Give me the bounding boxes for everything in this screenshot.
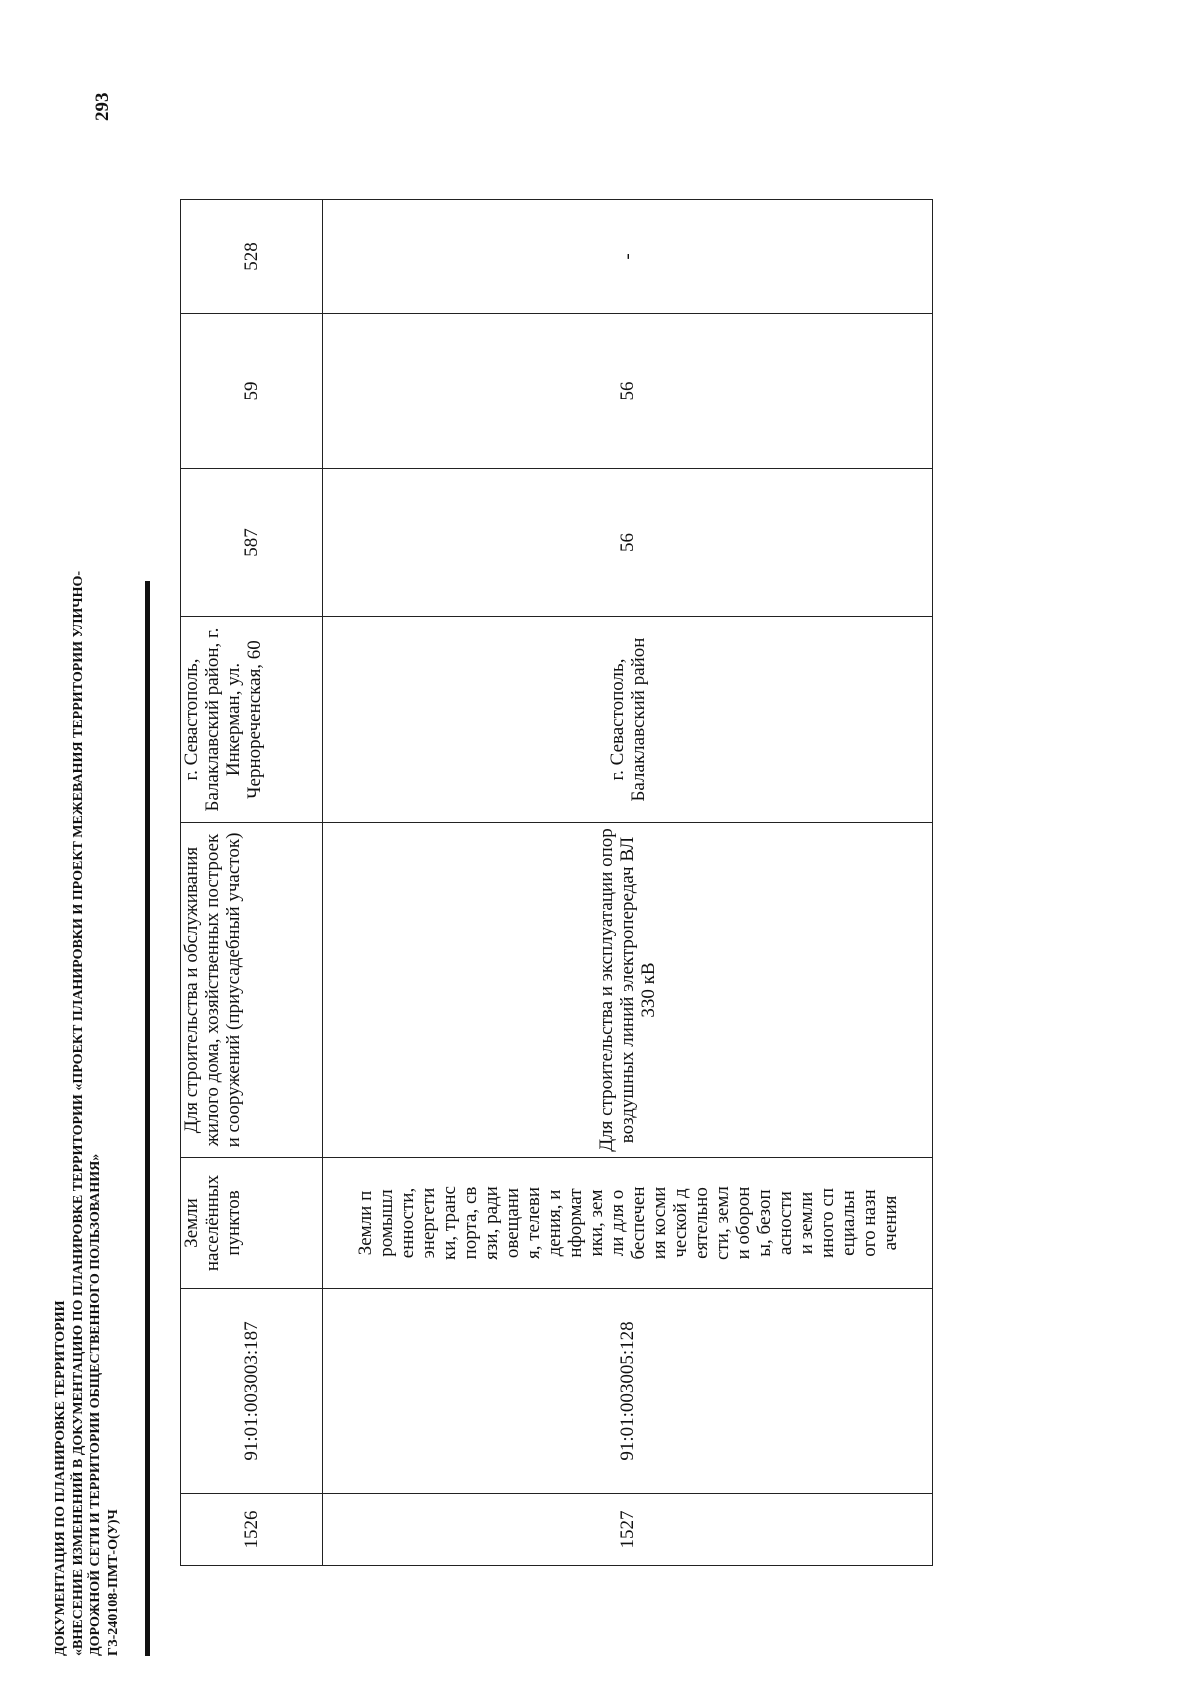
area-part: 56 [323,314,933,469]
address: г. Севастополь, Балаклавский район [323,617,933,823]
header-line: ГЗ-240108-ПМТ-О(У)Ч [105,1509,121,1656]
area-remainder: 528 [181,200,323,314]
area-part: 59 [181,314,323,469]
document-header [52,456,122,1656]
header-rule [145,581,150,1656]
header-line: ДОРОЖНОЙ СЕТИ И ТЕРРИТОРИИ ОБЩЕСТВЕННОГО ПОЛЬЗОВАНИЯ» [88,1153,103,1656]
permitted-use: Для строительства и эксплуатации опор воздушных линий электропередач ВЛ 330 кВ [323,823,933,1158]
header-line: ДОКУМЕНТАЦИЯ ПО ПЛАНИРОВКЕ ТЕРРИТОРИИ [53,1300,68,1656]
area-total: 56 [323,469,933,617]
area-remainder: - [323,200,933,314]
table-row [181,200,323,1566]
row-number: 1527 [323,1494,933,1566]
cadastral-number: 91:01:003003:187 [181,1289,323,1494]
land-category [323,1158,933,1289]
page-number: 293 [92,92,113,121]
cadastral-number: 91:01:003005:128 [323,1289,933,1494]
permitted-use: Для строительства и обслуживания жилого дома, хозяйственных построек и сооружений (приусадебный участок) [181,823,323,1158]
area-total: 587 [181,469,323,617]
address: г. Севастополь, Балаклавский район, г. Инкерман, ул. Чернореченская, 60 [181,617,323,823]
row-number: 1526 [181,1494,323,1566]
land-category: Земли населённых пунктов [181,1158,323,1289]
land-category-text: Земли промышленности, энергетики, транспорта, связи, радиовещания, телевидения, информатики, земли для обеспечения космической деятельности, земли обороны, безопасности и земли иного специального назначения [354,1186,901,1260]
table-row [323,200,933,1566]
land-plots-table [180,199,933,1566]
header-line: «ВНЕСЕНИЕ ИЗМЕНЕНИЙ В ДОКУМЕНТАЦИЮ ПО ПЛАНИРОВКЕ ТЕРРИТОРИИ «ПРОЕКТ ПЛАНИРОВКИ И ПРОЕКТ МЕЖЕВАНИЯ ТЕРРИТОРИИ УЛИЧНО- [70,570,86,1656]
